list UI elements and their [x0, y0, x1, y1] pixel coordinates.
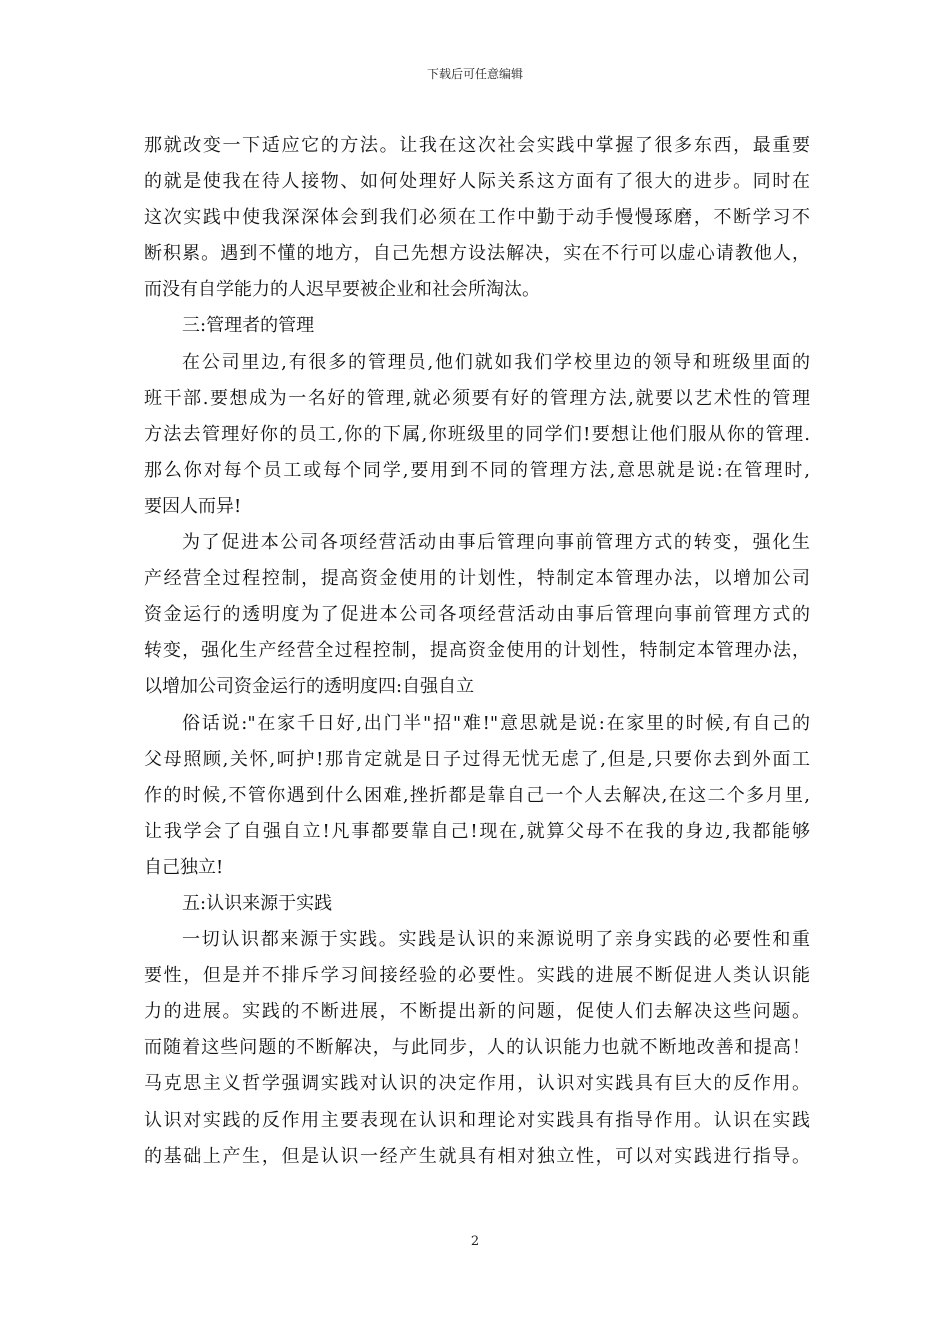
section-heading: 五:认识来源于实践 — [182, 892, 333, 914]
body-line: 而没有自学能力的人迟早要被企业和社会所淘汰。 — [144, 279, 540, 301]
body-line: 而随着这些问题的不断解决，与此同步，人的认识能力也就不断地改善和提高！ — [144, 1037, 810, 1059]
body-line: 转变，强化生产经营全过程控制，提高资金使用的计划性，特制定本管理办法， — [144, 640, 810, 662]
body-line: 认识对实践的反作用主要表现在认识和理论对实践具有指导作用。认识在实践 — [144, 1109, 810, 1131]
body-line: 为了促进本公司各项经营活动由事后管理向事前管理方式的转变，强化生 — [182, 532, 810, 554]
body-line: 班干部.要想成为一名好的管理,就必须要有好的管理方法,就要以艺术性的管理 — [144, 387, 810, 409]
body-line: 方法去管理好你的员工,你的下属,你班级里的同学们!要想让他们服从你的管理. — [144, 423, 810, 445]
body-line: 俗话说:"在家千日好,出门半"招"难!"意思就是说:在家里的时候,有自己的 — [182, 712, 810, 734]
body-line: 这次实践中使我深深体会到我们必须在工作中勤于动手慢慢琢磨，不断学习不 — [144, 207, 810, 229]
body-line: 的就是使我在待人接物、如何处理好人际关系这方面有了很大的进步。同时在 — [144, 171, 810, 193]
body-line: 作的时候,不管你遇到什么困难,挫折都是靠自己一个人去解决,在这二个多月里, — [144, 784, 810, 806]
body-line: 自己独立! — [144, 856, 224, 878]
body-line: 的基础上产生，但是认识一经产生就具有相对独立性，可以对实践进行指导。 — [144, 1145, 810, 1167]
body-line: 产经营全过程控制，提高资金使用的计划性，特制定本管理办法，以增加公司 — [144, 568, 810, 590]
body-line: 那就改变一下适应它的方法。让我在这次社会实践中掌握了很多东西，最重要 — [144, 135, 810, 156]
body-line: 力的进展。实践的不断进展，不断提出新的问题，促使人们去解决这些问题。 — [144, 1001, 810, 1023]
page-header: 下载后可任意编辑 — [426, 67, 523, 81]
document-body — [144, 128, 810, 1175]
body-line: 在公司里边,有很多的管理员,他们就如我们学校里边的领导和班级里面的 — [182, 351, 810, 373]
page-number: 2 — [470, 1234, 480, 1249]
body-line: 断积累。遇到不懂的地方，自己先想方设法解决，实在不行可以虚心请教他人， — [144, 243, 810, 265]
body-line: 马克思主义哲学强调实践对认识的决定作用，认识对实践具有巨大的反作用。 — [144, 1073, 810, 1095]
body-line: 让我学会了自强自立!凡事都要靠自己!现在,就算父母不在我的身边,我都能够 — [144, 820, 810, 842]
body-line: 父母照顾,关怀,呵护!那肯定就是日子过得无忧无虑了,但是,只要你去到外面工 — [144, 748, 810, 770]
body-line: 要因人而异! — [144, 495, 242, 517]
body-line: 那么你对每个员工或每个同学,要用到不同的管理方法,意思就是说:在管理时, — [144, 459, 810, 481]
body-line: 资金运行的透明度为了促进本公司各项经营活动由事后管理向事前管理方式的 — [144, 604, 810, 626]
body-line: 要性，但是并不排斥学习间接经验的必要性。实践的进展不断促进人类认识能 — [144, 965, 810, 987]
body-line: 一切认识都来源于实践。实践是认识的来源说明了亲身实践的必要性和重 — [182, 929, 810, 951]
body-line: 以增加公司资金运行的透明度四:自强自立 — [144, 676, 475, 698]
section-heading: 三:管理者的管理 — [182, 315, 315, 337]
